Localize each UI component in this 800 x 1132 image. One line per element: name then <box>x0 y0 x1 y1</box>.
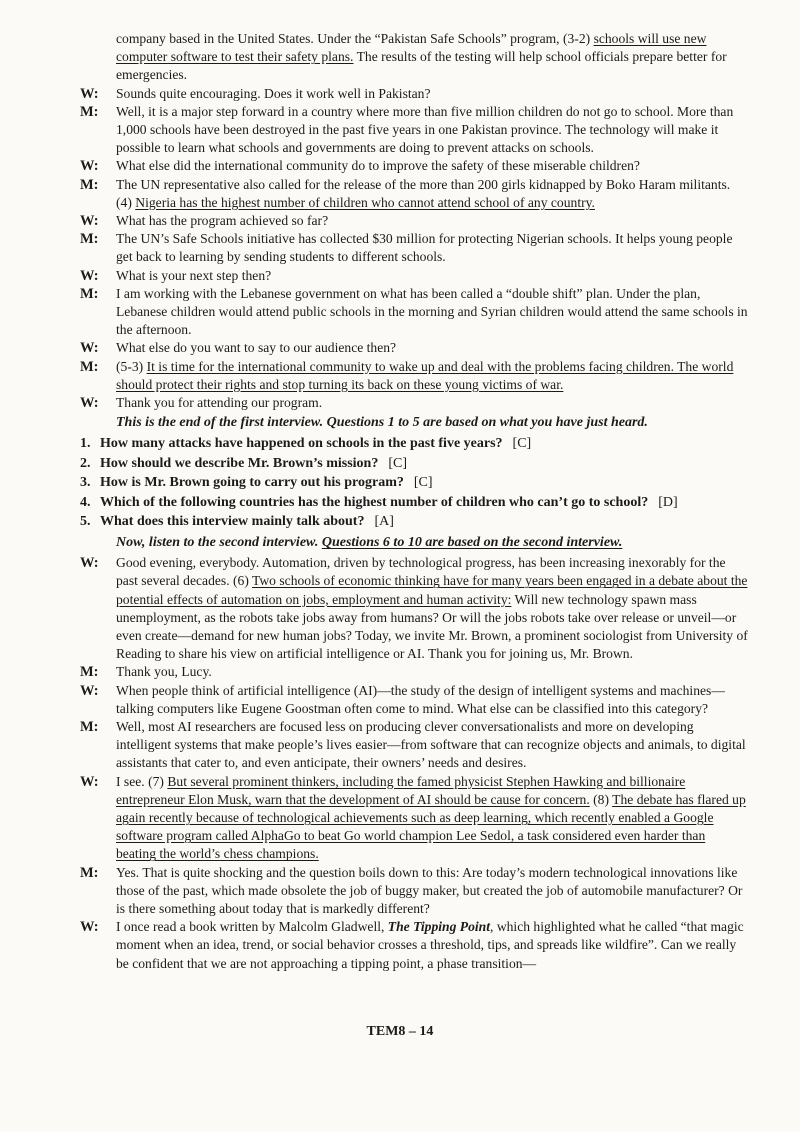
turn-text-end: Will new technology spawn mass unemployment, as the robots take jobs away from humans? Or will the jobs robots take over release or unveil—or even create—demand for new human jobs? Today, we invite Mr. Brown, a prominent sociologist from University of Reading to share his view on artificial intelligence or AI. Thank you for joining us, Mr. Brown. <box>116 591 748 662</box>
page-footer: TEM8 – 14 <box>366 1024 434 1039</box>
dialogue-turn <box>80 663 748 681</box>
question-number: 3. <box>80 475 91 491</box>
dialogue-turn <box>80 918 748 973</box>
question-answer: [C] <box>413 475 433 491</box>
turn-text: I once read a book written by Malcolm Gladwell, <box>116 919 385 935</box>
speaker-label: W: <box>80 682 99 699</box>
dialogue-turn <box>80 773 748 864</box>
turn-text: Sounds quite encouraging. Does it work well in Pakistan? <box>116 85 431 101</box>
section-heading-intro: Now, listen to the second interview. <box>116 534 319 550</box>
question-answer: [C] <box>388 455 408 471</box>
speaker-label: W: <box>80 85 99 102</box>
turn-text: Thank you for attending our program. <box>116 395 323 411</box>
dialogue-turn <box>80 176 748 212</box>
dialogue-turn <box>80 267 748 285</box>
question-item <box>80 512 748 532</box>
speaker-label: W: <box>80 919 99 936</box>
dialogue-turn <box>80 358 748 394</box>
question-text: Which of the following countries has the highest number of children who can’t go to school? <box>100 494 649 510</box>
turn-text: Good evening, everybody. Automation, driven by technological progress, has been increasing inexorably for the past several decades. (6) <box>116 555 726 589</box>
dialogue-turn <box>80 864 748 919</box>
speaker-label: M: <box>80 864 99 881</box>
question-answer: [C] <box>512 436 532 452</box>
section-end-note: This is the end of the first interview. Questions 1 to 5 are based on what you have just heard. <box>116 415 648 431</box>
question-number: 5. <box>80 514 91 530</box>
dialogue-turn <box>80 230 748 266</box>
speaker-label: M: <box>80 231 99 248</box>
underlined-answer-8: The debate has flared up again recently because of technological achievements such as deep learning, which recently enabled a Google software program called AlphaGo to beat Go world champion Lee Sedol, a task considered even harder than beating the world’s chess champions. <box>116 791 746 862</box>
question-list <box>80 434 748 532</box>
dialogue-turn <box>80 718 748 773</box>
question-item <box>80 454 748 474</box>
speaker-label: W: <box>80 267 99 284</box>
underlined-answer-6: Two schools of economic thinking have for many years been engaged in a debate about the potential effects of automation on jobs, employment and human activity: <box>116 573 748 607</box>
speaker-label: M: <box>80 103 99 120</box>
question-text: How is Mr. Brown going to carry out his program? <box>100 475 404 491</box>
turn-text: Well, it is a major step forward in a country where more than five million children do not go to school. More than 1,000 schools have been destroyed in the past five years in one Pakistan province. The technology will make it possible to learn what schools and governments are doing to prevent attacks on schools. <box>116 103 734 156</box>
question-number: 2. <box>80 455 91 471</box>
dialogue-turn <box>80 285 748 340</box>
question-number: 1. <box>80 436 91 452</box>
speaker-label: M: <box>80 719 99 735</box>
dialogue-turn <box>80 157 748 175</box>
turn-text: Yes. That is quite shocking and the question boils down to this: Are today’s modern technological innovations like those of the past, which made obsolete the job of buggy maker, but created the job of automobile manufacturer? Or is there something about today that is markedly different? <box>116 864 743 917</box>
turn-text: When people think of artificial intelligence (AI)—the study of the design of intelligent systems and machines—talking computers like Eugene Goostman often come to mind. What else can be classified into this category? <box>116 682 725 716</box>
question-text: How many attacks have happened on schools in the past five years? <box>100 436 503 452</box>
speaker-label: W: <box>80 340 99 357</box>
speaker-label: M: <box>80 664 99 681</box>
question-text: How should we describe Mr. Brown’s mission? <box>100 455 379 471</box>
dialogue-turn <box>80 339 748 357</box>
turn-text-end: , which highlighted what he called “that magic moment when an idea, trend, or social behavior crosses a threshold, tips, and spreads like wildfire”. Can we really be confident that we are not approaching a tipping point, a phase transition— <box>116 919 744 971</box>
dialogue-turn <box>80 85 748 103</box>
question-answer: [D] <box>658 494 678 510</box>
speaker-label: M: <box>80 176 99 193</box>
dialogue-turn <box>80 103 748 158</box>
question-answer: [A] <box>374 514 394 530</box>
turn-text: I see. (7) <box>116 773 164 789</box>
question-marker: (5-3) <box>116 358 144 374</box>
dialogue-turn <box>80 394 748 412</box>
dialogue-turn <box>80 682 748 718</box>
speaker-label: W: <box>80 395 99 412</box>
turn-text: What has the program achieved so far? <box>116 213 329 229</box>
question-text: What does this interview mainly talk about? <box>100 514 365 530</box>
turn-text: I am working with the Lebanese government on what has been called a “double shift” plan. Under the plan, Lebanese children would attend public schools in the morning and Syrian children would attend the same schools in the afternoon. <box>116 285 748 338</box>
intro-text-end: The results of the testing will help school officials prepare better for emergencies. <box>116 49 727 83</box>
turn-text: What else did the international community do to improve the safety of these miserable children? <box>116 158 640 174</box>
underlined-answer-5-3: It is time for the international community to wake up and deal with the problems facing children. The world should protect their rights and stop turning its back on these young victims of war. <box>116 358 734 392</box>
question-number: 4. <box>80 494 91 510</box>
turn-text: The UN representative also called for the release of the more than 200 girls kidnapped by Boko Haram militants. (4) <box>116 176 731 210</box>
underlined-answer-7: But several prominent thinkers, including the famed physicist Stephen Hawking and billionaire entrepreneur Elon Musk, warn that the development of AI should be cause for concern. <box>116 773 686 807</box>
speaker-label: W: <box>80 773 99 790</box>
question-marker: (8) <box>593 791 610 807</box>
turn-text: What is your next step then? <box>116 267 272 283</box>
document-page <box>80 30 748 973</box>
speaker-label: M: <box>80 358 99 375</box>
dialogue-turn <box>80 212 748 230</box>
speaker-label: W: <box>80 555 99 572</box>
speaker-label: W: <box>80 158 99 175</box>
turn-text: The UN’s Safe Schools initiative has collected $30 million for protecting Nigerian schools. It helps young people get back to learning by sending students to different schools. <box>116 231 733 265</box>
turn-text: What else do you want to say to our audience then? <box>116 340 397 356</box>
dialogue-turn <box>80 554 748 663</box>
question-item <box>80 493 748 513</box>
turn-text: Well, most AI researchers are focused less on producing clever conversationalists and more on developing intelligent systems that make people’s lives easier—from software that can recognize objects and animals, to digital assistants that cater to, and even anticipate, their owners’ needs and desires. <box>116 719 746 771</box>
question-item <box>80 473 748 493</box>
turn-text: Thank you, Lucy. <box>116 664 212 680</box>
intro-text: company based in the United States. Under the “Pakistan Safe Schools” program, (3-2) <box>116 31 591 46</box>
underlined-answer-3-2: schools will use new computer software to test their safety plans. <box>116 31 707 65</box>
question-item <box>80 434 748 454</box>
underlined-answer-4: Nigeria has the highest number of children who cannot attend school of any country. <box>135 194 595 210</box>
intro-paragraph <box>80 30 748 85</box>
section-heading <box>80 534 748 552</box>
speaker-label: W: <box>80 213 99 230</box>
book-title: The Tipping Point <box>387 919 491 935</box>
speaker-label: M: <box>80 285 99 302</box>
section-heading-questions: Questions 6 to 10 are based on the second interview. <box>321 534 623 550</box>
